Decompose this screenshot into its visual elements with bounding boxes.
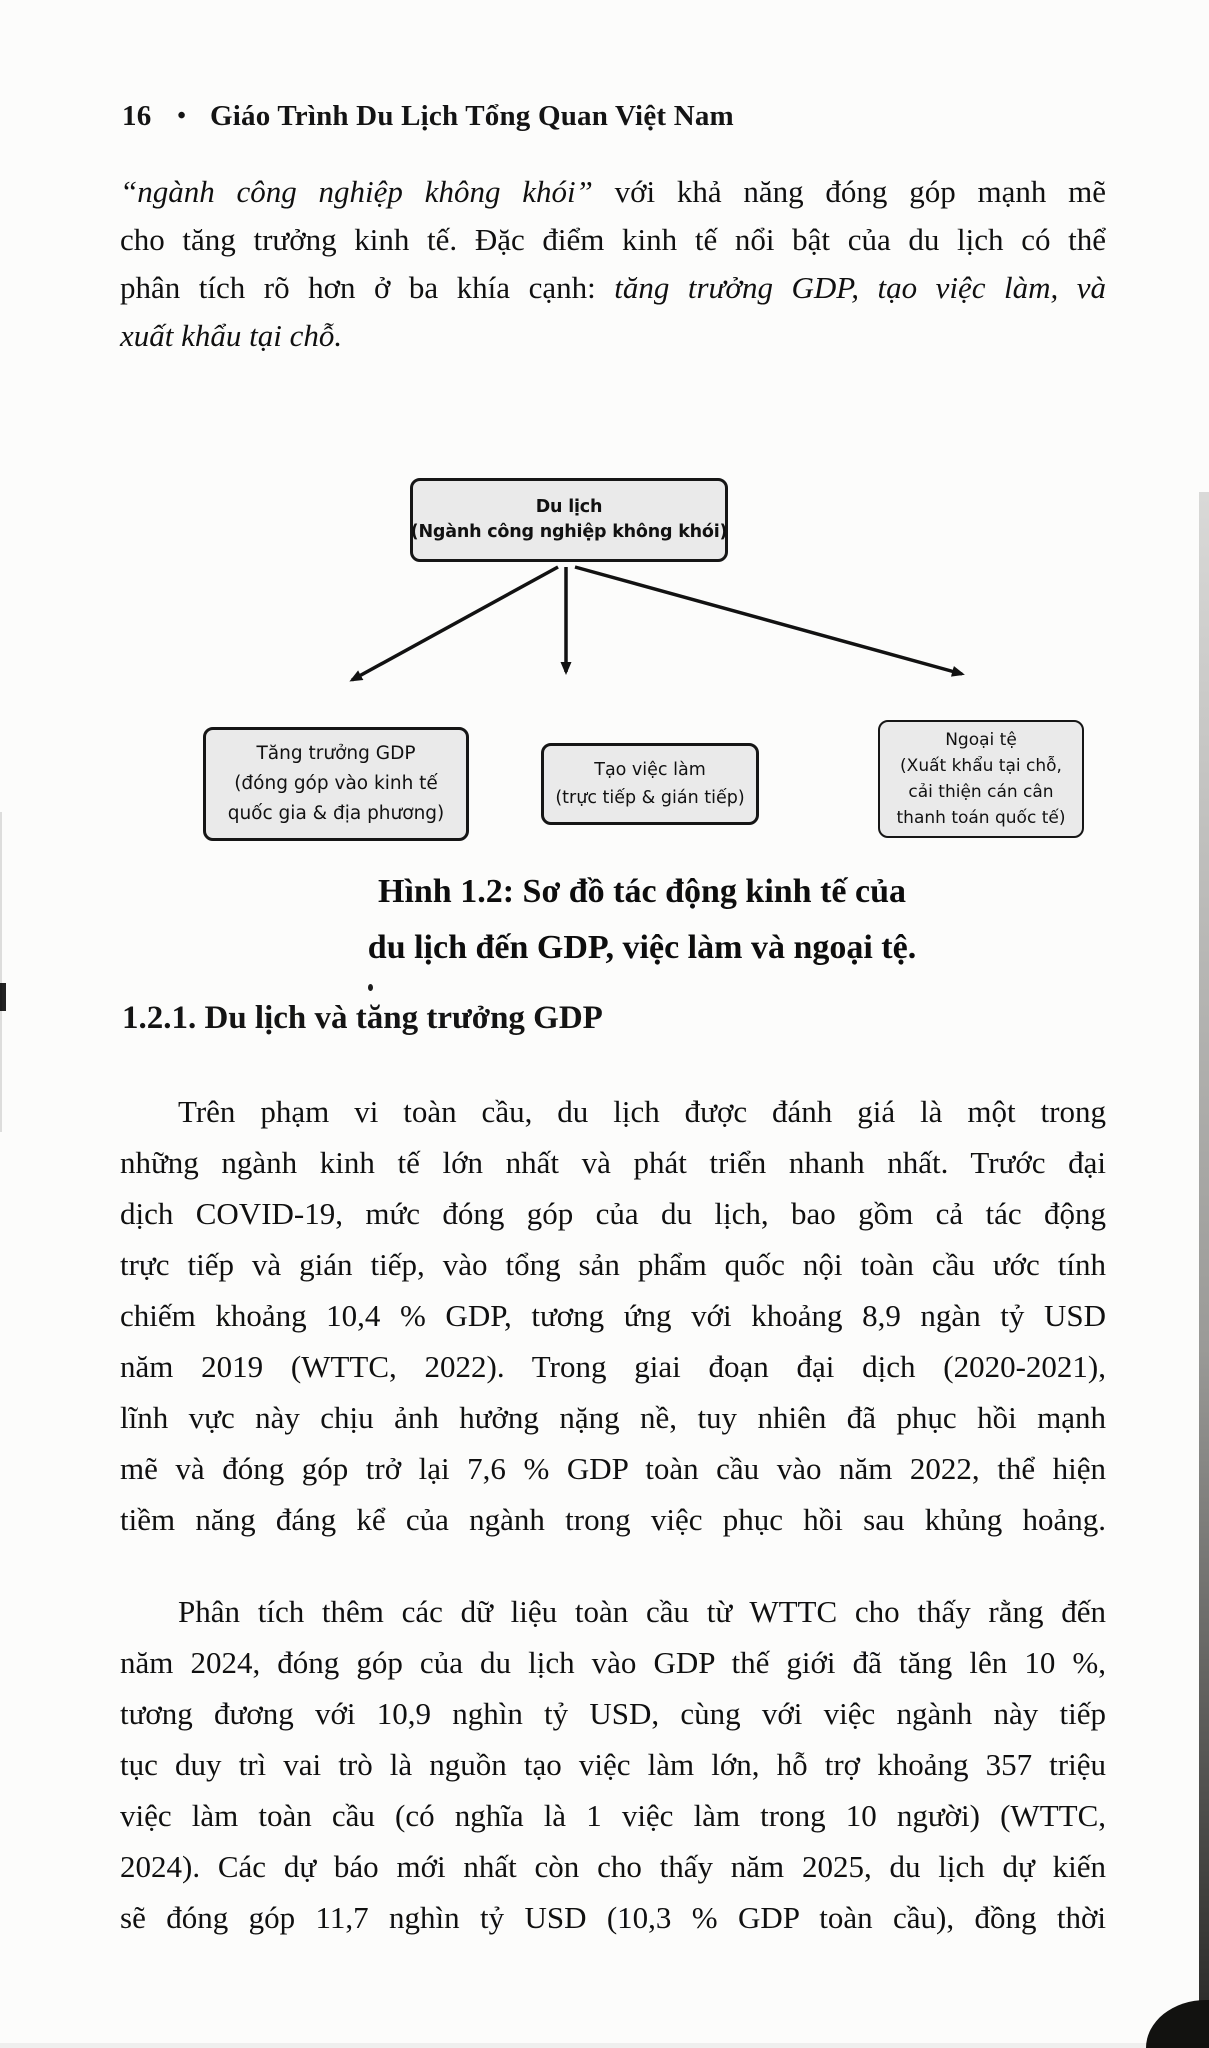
paragraph-line: lĩnh vực này chịu ảnh hưởng nặng nề, tuy nhiên đã phục hồi mạnh — [120, 1400, 1106, 1435]
diagram-box-line: quốc gia & địa phương) — [227, 803, 445, 824]
page-edge-shadow — [1199, 492, 1209, 2048]
italic-run: tăng trưởng GDP, tạo việc làm, và — [614, 270, 1107, 305]
figure-caption-line: Hình 1.2: Sơ đồ tác động kinh tế của — [378, 873, 906, 910]
paragraph-line: năm 2019 (WTTC, 2022). Trong giai đoạn đại dịch (2020-2021), — [120, 1349, 1106, 1384]
diagram-box-line: thanh toán quốc tế) — [896, 808, 1066, 828]
paragraph-line: 2024). Các dự báo mới nhất còn cho thấy năm 2025, du lịch dự kiến — [120, 1849, 1106, 1884]
paragraph-line: những ngành kinh tế lớn nhất và phát triển nhanh nhất. Trước đại — [120, 1145, 1106, 1180]
figure-caption — [157, 864, 1127, 976]
scan-edge-line — [0, 812, 2, 1132]
paragraph-line: dịch COVID-19, mức đóng góp của du lịch, bao gồm cả tác động — [120, 1196, 1106, 1231]
diagram-box-line: Ngoại tệ — [945, 730, 1017, 750]
paragraph-line: cho tăng trưởng kinh tế. Đặc điểm kinh tế nổi bật của du lịch có thể — [120, 222, 1106, 257]
section-heading: 1.2.1. Du lịch và tăng trưởng GDP — [122, 1000, 603, 1036]
paragraph-line: tiềm năng đáng kể của ngành trong việc phục hồi sau khủng hoảng. — [120, 1502, 1106, 1537]
diagram-box-subtitle: (Ngành công nghiệp không khói) — [410, 522, 728, 542]
arrow-to-forex-box — [575, 567, 962, 674]
diagram-box-line: Tạo việc làm — [594, 760, 706, 780]
diagram-box-title: Du lịch — [535, 497, 603, 517]
text-run: với khả năng đóng góp mạnh mẽ — [592, 174, 1106, 209]
paragraph-gdp — [120, 1086, 1106, 1545]
paragraph-line — [120, 264, 1106, 312]
paragraph-line: Trên phạm vi toàn cầu, du lịch được đánh giá là một trong — [178, 1094, 1106, 1129]
paragraph-line — [120, 312, 1106, 360]
paragraph-line: sẽ đóng góp 11,7 nghìn tỷ USD (10,3 % GDP toàn cầu), đồng thời — [120, 1900, 1106, 1935]
page-number: 16 — [122, 100, 152, 132]
text-run: phân tích rõ hơn ở ba khía cạnh: — [120, 270, 615, 305]
diagram-box-line: (Xuất khẩu tại chỗ, — [900, 756, 1062, 776]
diagram-forex-box — [878, 720, 1084, 838]
quoted-phrase: “ngành công nghiệp không khói” — [120, 174, 593, 209]
paragraph-line: năm 2024, đóng góp của du lịch vào GDP thế giới đã tăng lên 10 %, — [120, 1645, 1106, 1680]
paragraph-line: tục duy trì vai trò là nguồn tạo việc làm lớn, hỗ trợ khoảng 357 triệu — [120, 1747, 1106, 1782]
diagram-box-line: (trực tiếp & gián tiếp) — [555, 788, 745, 808]
bullet-separator: • — [177, 103, 187, 129]
stray-dot-artifact — [368, 984, 373, 991]
italic-run: xuất khẩu tại chỗ. — [120, 318, 343, 353]
page-corner-curl — [1146, 2000, 1209, 2048]
paragraph-line: chiếm khoảng 10,4 % GDP, tương ứng với khoảng 8,9 ngàn tỷ USD — [120, 1298, 1106, 1333]
running-head — [122, 100, 1022, 133]
diagram-box-line: (đóng góp vào kinh tế — [234, 773, 438, 794]
arrow-to-gdp-box — [352, 567, 558, 680]
diagram-box-line: cải thiện cán cân — [908, 782, 1054, 802]
diagram-root-box — [410, 478, 728, 562]
paragraph-line: tương đương với 10,9 nghìn tỷ USD, cùng với việc ngành này tiếp — [120, 1696, 1106, 1731]
paragraph-wttc — [120, 1586, 1106, 1943]
scan-bottom-shadow — [0, 2043, 1209, 2048]
paragraph-line: Phân tích thêm các dữ liệu toàn cầu từ WTTC cho thấy rằng đến — [178, 1594, 1106, 1629]
diagram-gdp-box — [203, 727, 469, 841]
paragraph-line: trực tiếp và gián tiếp, vào tổng sản phẩm quốc nội toàn cầu ước tính — [120, 1247, 1106, 1282]
paragraph-line: việc làm toàn cầu (có nghĩa là 1 việc làm trong 10 người) (WTTC, — [120, 1798, 1106, 1833]
figure-caption-line: du lịch đến GDP, việc làm và ngoại tệ. — [367, 929, 917, 966]
paragraph-line: mẽ và đóng góp trở lại 7,6 % GDP toàn cầu vào năm 2022, thể hiện — [120, 1451, 1106, 1486]
intro-paragraph — [120, 168, 1106, 360]
paragraph-line — [120, 168, 1106, 216]
diagram-jobs-box — [541, 743, 759, 825]
book-title: Giáo Trình Du Lịch Tổng Quan Việt Nam — [210, 100, 734, 132]
diagram-box-line: Tăng trưởng GDP — [256, 743, 416, 764]
